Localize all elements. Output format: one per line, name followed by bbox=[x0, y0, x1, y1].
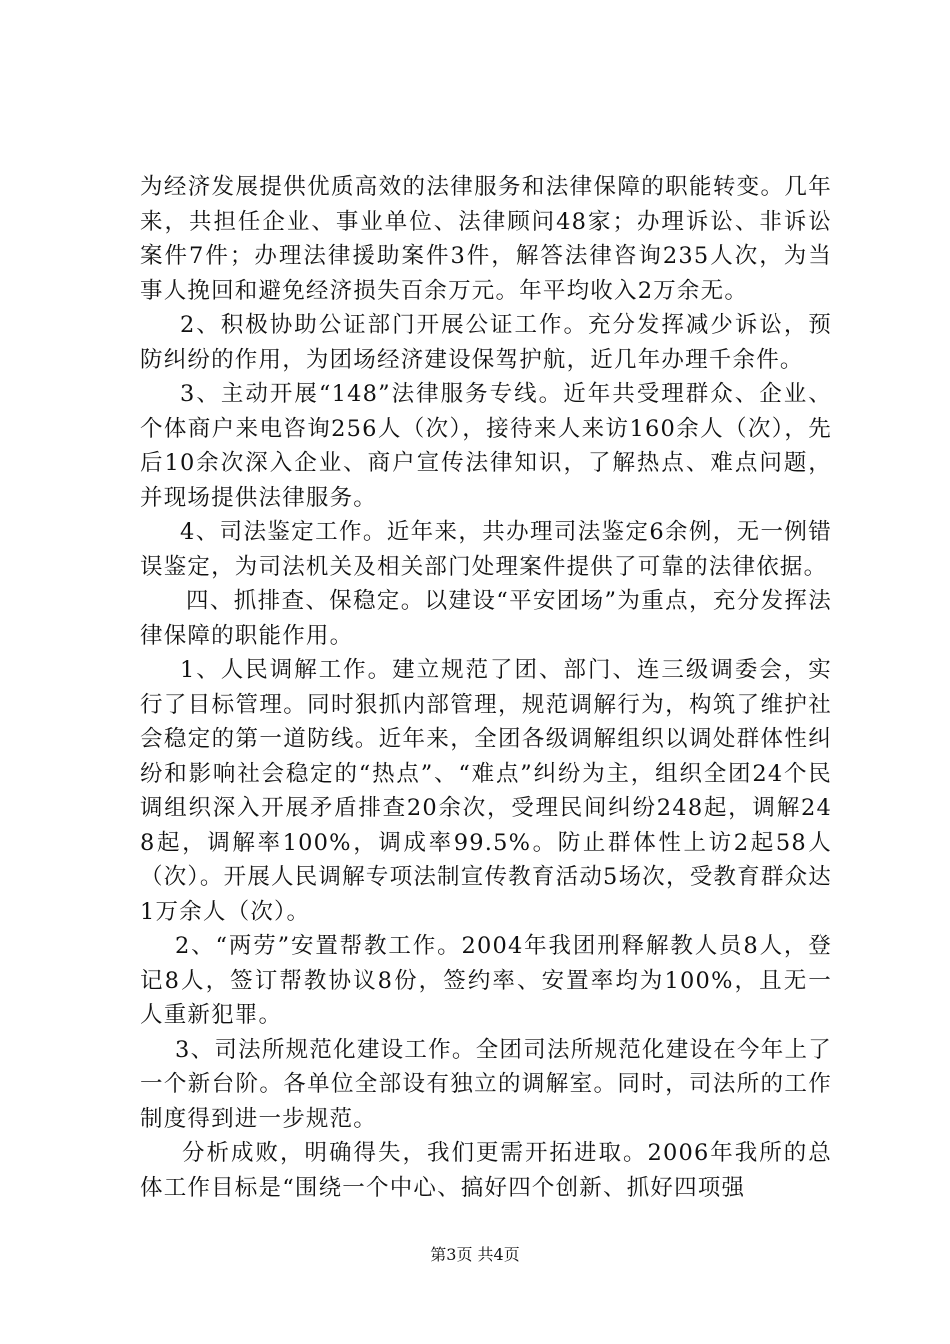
paragraph-4: 4、司法鉴定工作。近年来，共办理司法鉴定6余例，无一例错误鉴定，为司法机关及相关部门处理案件提供了可靠的法律依据。 bbox=[140, 519, 832, 580]
paragraph-9: 分析成败，明确得失，我们更需开拓进取。2006年我所的总体工作目标是“围绕一个中心、搞好四个创新、抓好四项强 bbox=[140, 1140, 832, 1201]
paragraph-1: 为经济发展提供优质高效的法律服务和法律保障的职能转变。几年来，共担任企业、事业单位、法律顾问48家；办理诉讼、非诉讼案件7件；办理法律援助案件3件，解答法律咨询235人次，为当事人挽回和避免经济损失百余万元。年平均收入2万余无。 bbox=[140, 174, 832, 304]
document-body bbox=[140, 170, 832, 1205]
section-heading-four: 四、抓排查、保稳定。以建设“平安团场”为重点，充分发挥法律保障的职能作用。 bbox=[140, 588, 832, 649]
paragraph-2: 2、积极协助公证部门开展公证工作。充分发挥减少诉讼，预防纠纷的作用，为团场经济建设保驾护航，近几年办理千余件。 bbox=[140, 312, 832, 373]
paragraph-6: 1、人民调解工作。建立规范了团、部门、连三级调委会，实行了目标管理。同时狠抓内部管理，规范调解行为，构筑了维护社会稳定的第一道防线。近年来，全团各级调解组织以调处群体性纠纷和影响社会稳定的“热点”、“难点”纠纷为主，组织全团24个民调组织深入开展矛盾排查20余次，受理民间纠纷248起，调解248起，调解率100%，调成率99.5%。防止群体性上访2起58人（次）。开展人民调解专项法制宣传教育活动5场次，受教育群众达1万余人（次）。 bbox=[140, 657, 832, 925]
paragraph-3: 3、主动开展“148”法律服务专线。近年共受理群众、企业、个体商户来电咨询256人（次），接待来人来访160余人（次），先后10余次深入企业、商户宣传法律知识，了解热点、难点问题，并现场提供法律服务。 bbox=[140, 381, 832, 511]
paragraph-7: 2、“两劳”安置帮教工作。2004年我团刑释解教人员8人，登记8人，签订帮教协议8份，签约率、安置率均为100%，且无一人重新犯罪。 bbox=[140, 933, 832, 1028]
page-footer: 第3页 共4页 bbox=[430, 1245, 520, 1264]
paragraph-8: 3、司法所规范化建设工作。全团司法所规范化建设在今年上了一个新台阶。各单位全部设有独立的调解室。同时，司法所的工作制度得到进一步规范。 bbox=[140, 1036, 832, 1132]
